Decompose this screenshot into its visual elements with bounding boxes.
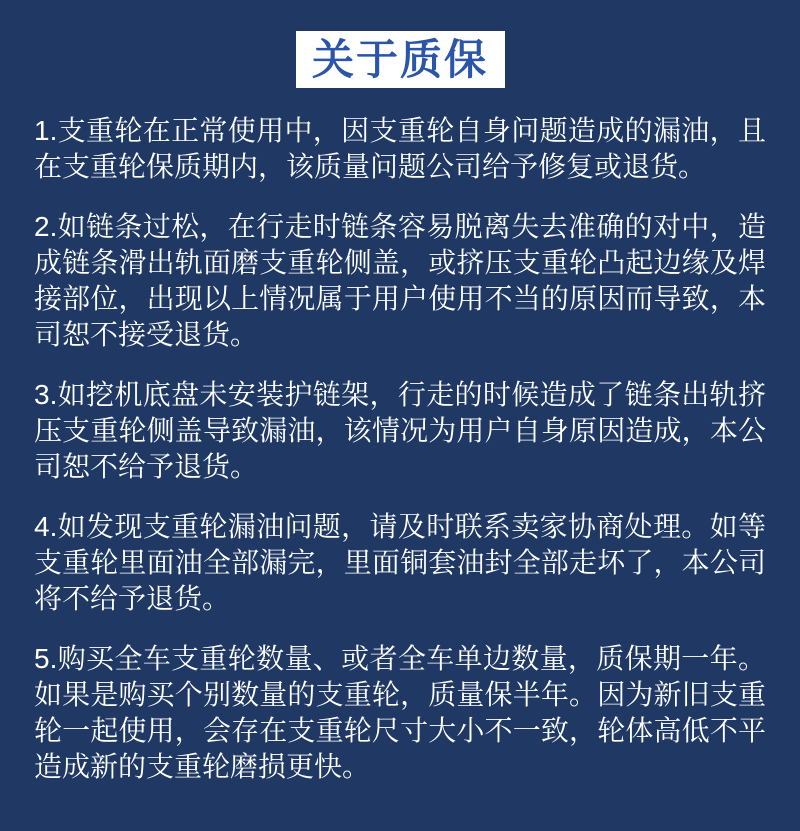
page-title: 关于质保 xyxy=(311,35,488,83)
warranty-clause-list xyxy=(34,113,766,785)
warranty-clause-1: 1.支重轮在正常使用中，因支重轮自身问题造成的漏油，且在支重轮保质期内，该质量问题公司给予修复或退货。 xyxy=(34,115,766,182)
warranty-clause-3: 3.如挖机底盘未安装护链架，行走的时候造成了链条出轨挤压支重轮侧盖导致漏油，该情况为用户自身原因造成，本公司恕不给予退货。 xyxy=(34,379,766,482)
warranty-poster xyxy=(0,31,800,831)
warranty-clause-5: 5.购买全车支重轮数量、或者全车单边数量，质保期一年。如果是购买个别数量的支重轮，质量保半年。因为新旧支重轮一起使用，会存在支重轮尺寸大小不一致，轮体高低不平造成新的支重轮磨损更快。 xyxy=(34,643,766,782)
warranty-page xyxy=(0,31,800,831)
warranty-clause-2: 2.如链条过松，在行走时链条容易脱离失去准确的对中，造成链条滑出轨面磨支重轮侧盖，或挤压支重轮凸起边缘及焊接部位，出现以上情况属于用户使用不当的原因而导致，本司恕不接受退货。 xyxy=(34,211,766,350)
warranty-clause-4: 4.如发现支重轮漏油问题，请及时联系卖家协商处理。如等支重轮里面油全部漏完，里面铜套油封全部走坏了，本公司将不给予退货。 xyxy=(34,511,766,614)
warranty-title-badge xyxy=(296,31,505,88)
